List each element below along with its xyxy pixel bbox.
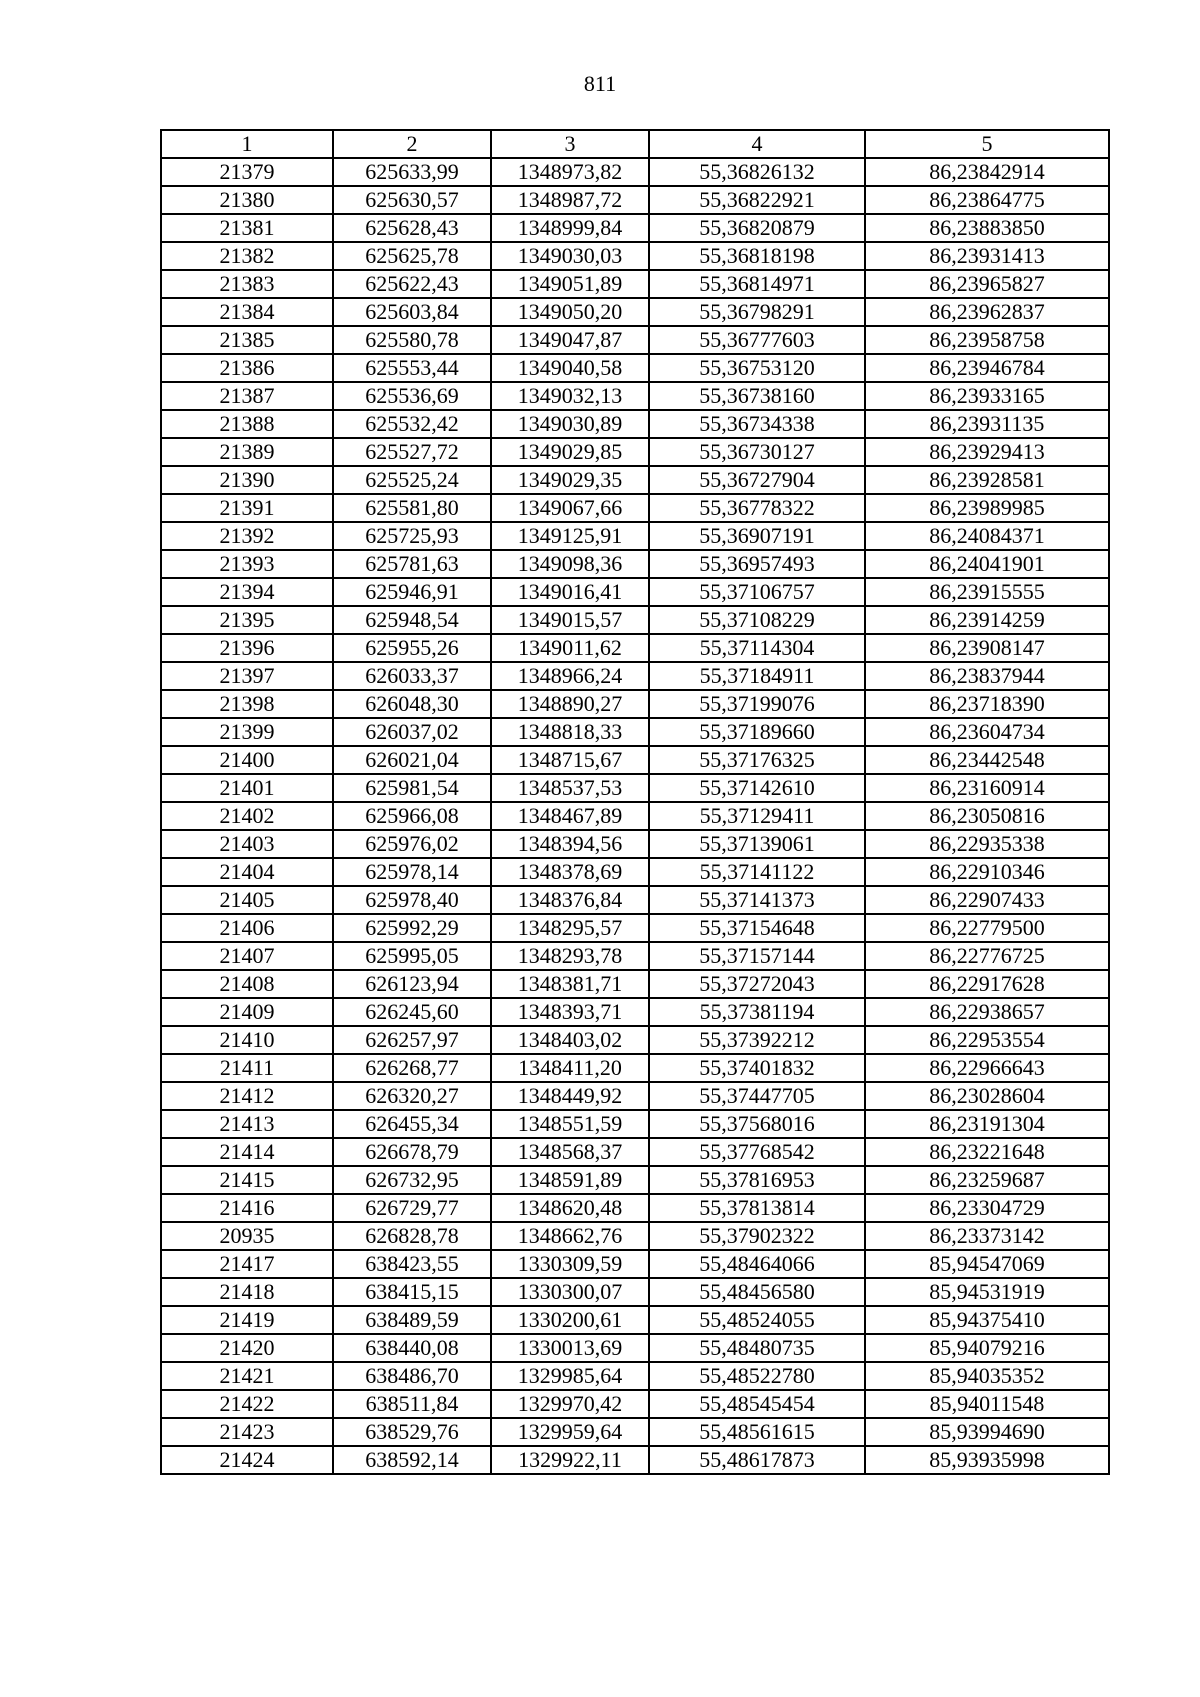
table-cell-col-3: 1349030,89	[491, 410, 649, 438]
table-cell-col-3: 1348568,37	[491, 1138, 649, 1166]
table-cell-col-3: 1349029,85	[491, 438, 649, 466]
table-row	[161, 158, 1109, 186]
table-cell-col-3: 1329970,42	[491, 1390, 649, 1418]
table-cell-col-1: 21398	[161, 690, 333, 718]
table-cell-col-3: 1348715,67	[491, 746, 649, 774]
table-cell-col-4: 55,48522780	[649, 1362, 865, 1390]
table-row	[161, 1082, 1109, 1110]
table-row	[161, 942, 1109, 970]
table-cell-col-3: 1330300,07	[491, 1278, 649, 1306]
table-cell-col-2: 626455,34	[333, 1110, 491, 1138]
table-cell-col-5: 86,23718390	[865, 690, 1109, 718]
table-row	[161, 774, 1109, 802]
table-cell-col-5: 86,24041901	[865, 550, 1109, 578]
table-cell-col-2: 626021,04	[333, 746, 491, 774]
table-cell-col-5: 85,94011548	[865, 1390, 1109, 1418]
table-cell-col-3: 1329959,64	[491, 1418, 649, 1446]
table-cell-col-4: 55,36738160	[649, 382, 865, 410]
table-cell-col-1: 21384	[161, 298, 333, 326]
table-cell-col-5: 86,22938657	[865, 998, 1109, 1026]
table-cell-col-3: 1348966,24	[491, 662, 649, 690]
table-cell-col-2: 638489,59	[333, 1306, 491, 1334]
table-row	[161, 1222, 1109, 1250]
table-row	[161, 746, 1109, 774]
table-cell-col-3: 1349011,62	[491, 634, 649, 662]
table-cell-col-2: 626123,94	[333, 970, 491, 998]
table-cell-col-3: 1348620,48	[491, 1194, 649, 1222]
table-row	[161, 998, 1109, 1026]
table-cell-col-3: 1348818,33	[491, 718, 649, 746]
table-cell-col-5: 86,22966643	[865, 1054, 1109, 1082]
coordinates-table	[160, 129, 1110, 1475]
table-cell-col-2: 638423,55	[333, 1250, 491, 1278]
table-cell-col-2: 625527,72	[333, 438, 491, 466]
table-cell-col-5: 86,23883850	[865, 214, 1109, 242]
table-cell-col-2: 625978,40	[333, 886, 491, 914]
table-cell-col-1: 21421	[161, 1362, 333, 1390]
table-cell-col-4: 55,36814971	[649, 270, 865, 298]
table-cell-col-2: 626678,79	[333, 1138, 491, 1166]
table-cell-col-3: 1348537,53	[491, 774, 649, 802]
table-cell-col-2: 626732,95	[333, 1166, 491, 1194]
table-cell-col-2: 626245,60	[333, 998, 491, 1026]
table-row	[161, 634, 1109, 662]
table-cell-col-2: 625946,91	[333, 578, 491, 606]
table-cell-col-5: 85,93935998	[865, 1446, 1109, 1474]
table-cell-col-3: 1348662,76	[491, 1222, 649, 1250]
table-cell-col-2: 625625,78	[333, 242, 491, 270]
table-cell-col-4: 55,36957493	[649, 550, 865, 578]
page-number: 811	[583, 71, 617, 96]
table-cell-col-5: 86,23928581	[865, 466, 1109, 494]
table-cell-col-5: 85,94375410	[865, 1306, 1109, 1334]
table-cell-col-3: 1348381,71	[491, 970, 649, 998]
table-row	[161, 858, 1109, 886]
table-cell-col-1: 21379	[161, 158, 333, 186]
table-cell-col-4: 55,37902322	[649, 1222, 865, 1250]
table-row	[161, 1390, 1109, 1418]
table-cell-col-1: 21391	[161, 494, 333, 522]
table-cell-col-1: 21413	[161, 1110, 333, 1138]
table-cell-col-4: 55,37813814	[649, 1194, 865, 1222]
table-cell-col-1: 21385	[161, 326, 333, 354]
table-row	[161, 382, 1109, 410]
table-cell-col-5: 85,94079216	[865, 1334, 1109, 1362]
table-cell-col-1: 21401	[161, 774, 333, 802]
table-row	[161, 1166, 1109, 1194]
table-cell-col-1: 21397	[161, 662, 333, 690]
table-cell-col-4: 55,48456580	[649, 1278, 865, 1306]
table-row	[161, 354, 1109, 382]
table-cell-col-5: 86,23931135	[865, 410, 1109, 438]
table-cell-col-4: 55,37189660	[649, 718, 865, 746]
table-cell-col-5: 86,23304729	[865, 1194, 1109, 1222]
table-cell-col-4: 55,37381194	[649, 998, 865, 1026]
table-row	[161, 1054, 1109, 1082]
table-row	[161, 410, 1109, 438]
table-cell-col-4: 55,37139061	[649, 830, 865, 858]
table-cell-col-5: 86,22917628	[865, 970, 1109, 998]
table-cell-col-2: 626268,77	[333, 1054, 491, 1082]
table-cell-col-4: 55,48480735	[649, 1334, 865, 1362]
table-cell-col-4: 55,36818198	[649, 242, 865, 270]
table-row	[161, 1278, 1109, 1306]
table-cell-col-1: 21412	[161, 1082, 333, 1110]
table-cell-col-2: 626828,78	[333, 1222, 491, 1250]
table-cell-col-4: 55,48464066	[649, 1250, 865, 1278]
table-row	[161, 886, 1109, 914]
table-cell-col-4: 55,37129411	[649, 802, 865, 830]
table-cell-col-2: 625633,99	[333, 158, 491, 186]
table-cell-col-1: 21380	[161, 186, 333, 214]
table-row	[161, 970, 1109, 998]
table-cell-col-5: 86,23958758	[865, 326, 1109, 354]
table-cell-col-2: 625955,26	[333, 634, 491, 662]
table-cell-col-4: 55,37141122	[649, 858, 865, 886]
table-cell-col-4: 55,48561615	[649, 1418, 865, 1446]
table-cell-col-3: 1348295,57	[491, 914, 649, 942]
table-row	[161, 1110, 1109, 1138]
table-cell-col-5: 86,23604734	[865, 718, 1109, 746]
table-cell-col-3: 1349040,58	[491, 354, 649, 382]
table-cell-col-2: 638592,14	[333, 1446, 491, 1474]
table-cell-col-4: 55,36777603	[649, 326, 865, 354]
table-cell-col-4: 55,37401832	[649, 1054, 865, 1082]
table-cell-col-1: 21399	[161, 718, 333, 746]
table-cell-col-3: 1348376,84	[491, 886, 649, 914]
table-cell-col-5: 86,23989985	[865, 494, 1109, 522]
table-cell-col-3: 1329922,11	[491, 1446, 649, 1474]
table-cell-col-3: 1348393,71	[491, 998, 649, 1026]
table-cell-col-2: 625532,42	[333, 410, 491, 438]
table-cell-col-1: 21386	[161, 354, 333, 382]
table-cell-col-5: 86,22907433	[865, 886, 1109, 914]
table-row	[161, 494, 1109, 522]
table-cell-col-1: 21420	[161, 1334, 333, 1362]
table-cell-col-3: 1349029,35	[491, 466, 649, 494]
table-row	[161, 466, 1109, 494]
table-cell-col-4: 55,48617873	[649, 1446, 865, 1474]
table-cell-col-4: 55,37108229	[649, 606, 865, 634]
table-cell-col-1: 21406	[161, 914, 333, 942]
table-cell-col-2: 626257,97	[333, 1026, 491, 1054]
table-cell-col-4: 55,37141373	[649, 886, 865, 914]
table-cell-col-1: 21402	[161, 802, 333, 830]
table-cell-col-1: 21408	[161, 970, 333, 998]
table-cell-col-2: 625581,80	[333, 494, 491, 522]
table-cell-col-4: 55,48524055	[649, 1306, 865, 1334]
table-cell-col-5: 86,23259687	[865, 1166, 1109, 1194]
table-cell-col-2: 625948,54	[333, 606, 491, 634]
table-cell-col-1: 21424	[161, 1446, 333, 1474]
table-cell-col-5: 86,23965827	[865, 270, 1109, 298]
table-cell-col-3: 1348378,69	[491, 858, 649, 886]
table-cell-col-4: 55,36822921	[649, 186, 865, 214]
table-cell-col-5: 86,23864775	[865, 186, 1109, 214]
table-cell-col-1: 21415	[161, 1166, 333, 1194]
table-cell-col-5: 86,23946784	[865, 354, 1109, 382]
table-cell-col-2: 625981,54	[333, 774, 491, 802]
table-row	[161, 214, 1109, 242]
table-cell-col-1: 21387	[161, 382, 333, 410]
table-cell-col-1: 21409	[161, 998, 333, 1026]
table-cell-col-4: 55,37768542	[649, 1138, 865, 1166]
table-cell-col-5: 85,94547069	[865, 1250, 1109, 1278]
table-cell-col-3: 1349016,41	[491, 578, 649, 606]
table-cell-col-4: 55,37447705	[649, 1082, 865, 1110]
table-cell-col-2: 626033,37	[333, 662, 491, 690]
table-row	[161, 522, 1109, 550]
table-cell-col-3: 1349030,03	[491, 242, 649, 270]
table-cell-col-1: 20935	[161, 1222, 333, 1250]
table-cell-col-4: 55,37184911	[649, 662, 865, 690]
table-cell-col-4: 55,37176325	[649, 746, 865, 774]
table-cell-col-5: 86,23221648	[865, 1138, 1109, 1166]
column-header-3: 3	[491, 130, 649, 158]
table-cell-col-4: 55,36820879	[649, 214, 865, 242]
table-cell-col-4: 55,37142610	[649, 774, 865, 802]
table-row	[161, 1418, 1109, 1446]
table-cell-col-3: 1348591,89	[491, 1166, 649, 1194]
table-row	[161, 326, 1109, 354]
table-cell-col-5: 86,23929413	[865, 438, 1109, 466]
table-cell-col-4: 55,36798291	[649, 298, 865, 326]
table-cell-col-1: 21414	[161, 1138, 333, 1166]
table-cell-col-2: 626037,02	[333, 718, 491, 746]
table-cell-col-2: 638440,08	[333, 1334, 491, 1362]
table-cell-col-1: 21423	[161, 1418, 333, 1446]
table-cell-col-2: 625553,44	[333, 354, 491, 382]
table-cell-col-5: 86,23933165	[865, 382, 1109, 410]
table-cell-col-4: 55,36826132	[649, 158, 865, 186]
table-cell-col-3: 1348411,20	[491, 1054, 649, 1082]
table-cell-col-2: 625630,57	[333, 186, 491, 214]
table-cell-col-2: 626729,77	[333, 1194, 491, 1222]
table-cell-col-3: 1330013,69	[491, 1334, 649, 1362]
table-cell-col-5: 86,23914259	[865, 606, 1109, 634]
table-cell-col-2: 625992,29	[333, 914, 491, 942]
table-cell-col-5: 86,23837944	[865, 662, 1109, 690]
table-row	[161, 606, 1109, 634]
table-cell-col-3: 1348467,89	[491, 802, 649, 830]
table-row	[161, 718, 1109, 746]
table-cell-col-4: 55,36730127	[649, 438, 865, 466]
column-header-1: 1	[161, 130, 333, 158]
table-cell-col-2: 638415,15	[333, 1278, 491, 1306]
table-cell-col-4: 55,37816953	[649, 1166, 865, 1194]
table-cell-col-2: 625995,05	[333, 942, 491, 970]
header-row	[161, 130, 1109, 158]
table-row	[161, 1334, 1109, 1362]
table-cell-col-5: 86,24084371	[865, 522, 1109, 550]
table-row	[161, 690, 1109, 718]
table-cell-col-5: 86,23915555	[865, 578, 1109, 606]
table-cell-col-4: 55,37272043	[649, 970, 865, 998]
table-cell-col-3: 1348987,72	[491, 186, 649, 214]
table-row	[161, 578, 1109, 606]
table-cell-col-5: 86,23050816	[865, 802, 1109, 830]
table-header	[161, 130, 1109, 158]
table-cell-col-4: 55,37106757	[649, 578, 865, 606]
table-cell-col-3: 1349125,91	[491, 522, 649, 550]
table-cell-col-1: 21411	[161, 1054, 333, 1082]
table-cell-col-2: 625978,14	[333, 858, 491, 886]
table-cell-col-3: 1330309,59	[491, 1250, 649, 1278]
table-cell-col-4: 55,36907191	[649, 522, 865, 550]
table-cell-col-5: 86,22776725	[865, 942, 1109, 970]
table-cell-col-2: 625536,69	[333, 382, 491, 410]
table-cell-col-3: 1330200,61	[491, 1306, 649, 1334]
table-cell-col-2: 638486,70	[333, 1362, 491, 1390]
table-cell-col-2: 625976,02	[333, 830, 491, 858]
table-cell-col-1: 21392	[161, 522, 333, 550]
table-cell-col-2: 625725,93	[333, 522, 491, 550]
table-cell-col-5: 86,23962837	[865, 298, 1109, 326]
table-cell-col-4: 55,37154648	[649, 914, 865, 942]
table-cell-col-5: 86,22779500	[865, 914, 1109, 942]
table-cell-col-2: 625525,24	[333, 466, 491, 494]
table-cell-col-1: 21393	[161, 550, 333, 578]
table-cell-col-1: 21410	[161, 1026, 333, 1054]
table-cell-col-4: 55,36753120	[649, 354, 865, 382]
table-cell-col-1: 21388	[161, 410, 333, 438]
table-row	[161, 298, 1109, 326]
table-cell-col-3: 1329985,64	[491, 1362, 649, 1390]
table-cell-col-3: 1348999,84	[491, 214, 649, 242]
table-cell-col-1: 21405	[161, 886, 333, 914]
table-cell-col-3: 1348890,27	[491, 690, 649, 718]
table-row	[161, 1362, 1109, 1390]
table-cell-col-2: 625622,43	[333, 270, 491, 298]
column-header-5: 5	[865, 130, 1109, 158]
table-cell-col-1: 21419	[161, 1306, 333, 1334]
table-cell-col-1: 21418	[161, 1278, 333, 1306]
table-row	[161, 186, 1109, 214]
table-cell-col-3: 1349098,36	[491, 550, 649, 578]
table-cell-col-3: 1349067,66	[491, 494, 649, 522]
table-cell-col-1: 21417	[161, 1250, 333, 1278]
table-cell-col-1: 21395	[161, 606, 333, 634]
table-row	[161, 802, 1109, 830]
table-cell-col-2: 625580,78	[333, 326, 491, 354]
table-cell-col-5: 85,94531919	[865, 1278, 1109, 1306]
table-cell-col-2: 625628,43	[333, 214, 491, 242]
table-cell-col-5: 86,23160914	[865, 774, 1109, 802]
table-cell-col-3: 1348449,92	[491, 1082, 649, 1110]
table-cell-col-4: 55,36734338	[649, 410, 865, 438]
table-cell-col-4: 55,36727904	[649, 466, 865, 494]
table-cell-col-5: 86,23373142	[865, 1222, 1109, 1250]
table-cell-col-2: 626320,27	[333, 1082, 491, 1110]
table-cell-col-1: 21394	[161, 578, 333, 606]
table-cell-col-1: 21396	[161, 634, 333, 662]
table-row	[161, 1194, 1109, 1222]
table-row	[161, 1026, 1109, 1054]
table-row	[161, 914, 1109, 942]
table-cell-col-1: 21381	[161, 214, 333, 242]
table-row	[161, 1446, 1109, 1474]
table-cell-col-2: 638511,84	[333, 1390, 491, 1418]
table-cell-col-5: 86,23842914	[865, 158, 1109, 186]
table-cell-col-5: 85,94035352	[865, 1362, 1109, 1390]
table-row	[161, 438, 1109, 466]
table-cell-col-1: 21383	[161, 270, 333, 298]
table-cell-col-3: 1348403,02	[491, 1026, 649, 1054]
table-cell-col-2: 625781,63	[333, 550, 491, 578]
table-cell-col-4: 55,37199076	[649, 690, 865, 718]
table-cell-col-1: 21389	[161, 438, 333, 466]
table-cell-col-1: 21390	[161, 466, 333, 494]
table-cell-col-5: 86,22910346	[865, 858, 1109, 886]
table-cell-col-4: 55,37114304	[649, 634, 865, 662]
table-cell-col-3: 1349032,13	[491, 382, 649, 410]
table-row	[161, 1138, 1109, 1166]
table-cell-col-2: 638529,76	[333, 1418, 491, 1446]
table-cell-col-4: 55,37392212	[649, 1026, 865, 1054]
table-cell-col-1: 21404	[161, 858, 333, 886]
table-cell-col-3: 1349050,20	[491, 298, 649, 326]
table-row	[161, 830, 1109, 858]
table-cell-col-4: 55,37568016	[649, 1110, 865, 1138]
table-cell-col-5: 86,23908147	[865, 634, 1109, 662]
column-header-4: 4	[649, 130, 865, 158]
table-cell-col-5: 86,23191304	[865, 1110, 1109, 1138]
table-cell-col-2: 626048,30	[333, 690, 491, 718]
table-cell-col-1: 21400	[161, 746, 333, 774]
table-cell-col-3: 1349051,89	[491, 270, 649, 298]
table-cell-col-1: 21382	[161, 242, 333, 270]
table-cell-col-5: 85,93994690	[865, 1418, 1109, 1446]
table-cell-col-5: 86,23028604	[865, 1082, 1109, 1110]
table-cell-col-4: 55,37157144	[649, 942, 865, 970]
table-cell-col-5: 86,23442548	[865, 746, 1109, 774]
table-cell-col-1: 21416	[161, 1194, 333, 1222]
table-cell-col-4: 55,36778322	[649, 494, 865, 522]
table-cell-col-5: 86,22953554	[865, 1026, 1109, 1054]
table-cell-col-3: 1348551,59	[491, 1110, 649, 1138]
table-cell-col-3: 1348394,56	[491, 830, 649, 858]
table-row	[161, 270, 1109, 298]
table-cell-col-5: 86,23931413	[865, 242, 1109, 270]
table-cell-col-3: 1348973,82	[491, 158, 649, 186]
table-cell-col-3: 1349047,87	[491, 326, 649, 354]
table-cell-col-3: 1349015,57	[491, 606, 649, 634]
table-cell-col-2: 625966,08	[333, 802, 491, 830]
table-cell-col-4: 55,48545454	[649, 1390, 865, 1418]
table-row	[161, 242, 1109, 270]
table-cell-col-2: 625603,84	[333, 298, 491, 326]
table-row	[161, 1306, 1109, 1334]
column-header-2: 2	[333, 130, 491, 158]
table-row	[161, 550, 1109, 578]
table-row	[161, 1250, 1109, 1278]
table-body	[161, 158, 1109, 1474]
table-row	[161, 662, 1109, 690]
table-cell-col-5: 86,22935338	[865, 830, 1109, 858]
table-cell-col-1: 21403	[161, 830, 333, 858]
table-cell-col-3: 1348293,78	[491, 942, 649, 970]
table-cell-col-1: 21407	[161, 942, 333, 970]
table-cell-col-1: 21422	[161, 1390, 333, 1418]
